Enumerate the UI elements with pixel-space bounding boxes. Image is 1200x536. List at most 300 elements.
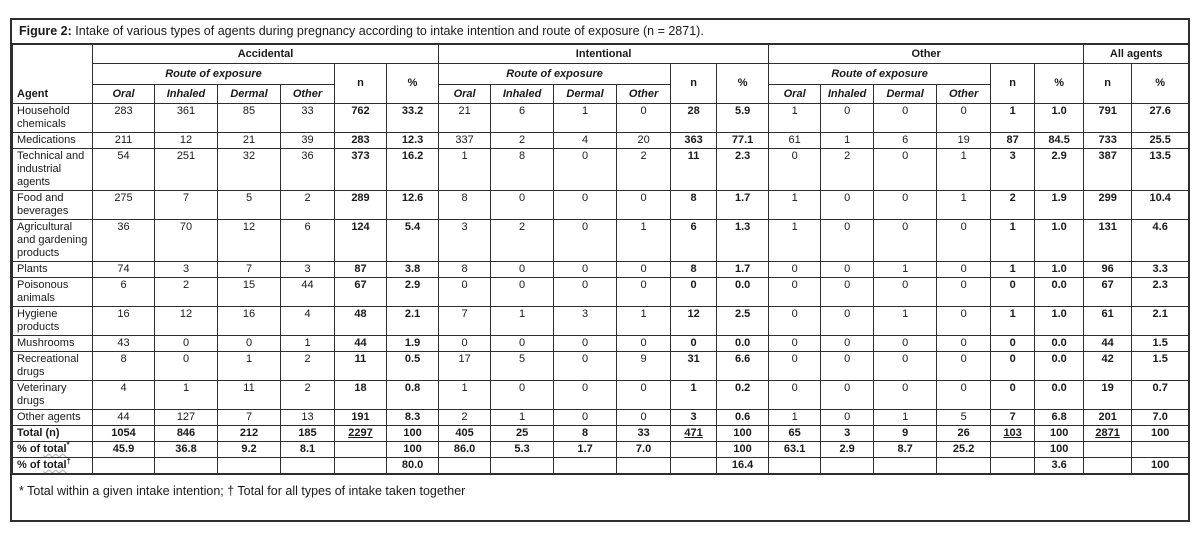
value-cell: 74 [93,262,155,278]
value-cell: 0 [769,381,821,410]
value-cell: 1 [937,149,991,191]
value-cell: 5 [937,410,991,426]
value-cell: 405 [439,426,491,442]
value-cell: 19 [1084,381,1132,410]
value-cell: 0 [491,336,554,352]
value-cell: 387 [1084,149,1132,191]
value-cell: 63.1 [769,442,821,458]
table-row [13,149,1189,191]
value-cell: 0.0 [717,336,769,352]
pct-header: % [1035,64,1084,104]
value-cell [991,442,1035,458]
figure-caption-text: Intake of various types of agents during pregnancy according to intake intention and route of exposure (n = 2871). [71,24,704,38]
value-cell: 100 [1132,458,1189,474]
value-cell: 2 [491,133,554,149]
value-cell: 0 [874,149,937,191]
table-row [13,191,1189,220]
value-cell: 1 [991,262,1035,278]
table-row [13,336,1189,352]
value-cell: 4 [281,307,335,336]
value-cell: 2.3 [1132,278,1189,307]
value-cell: 0 [874,191,937,220]
value-cell [155,458,218,474]
value-cell: 21 [218,133,281,149]
value-cell: 0.7 [1132,381,1189,410]
value-cell: 0 [554,336,617,352]
value-cell: 0 [491,381,554,410]
value-cell: 1 [617,307,671,336]
value-cell: 3 [155,262,218,278]
pct-header: % [717,64,769,104]
value-cell [218,458,281,474]
value-cell [93,458,155,474]
value-cell: 6 [874,133,937,149]
value-cell: 0.5 [387,352,439,381]
table-body [13,104,1189,474]
value-cell: 6.6 [717,352,769,381]
value-cell: 9.2 [218,442,281,458]
value-cell: 44 [281,278,335,307]
value-cell: 7 [218,262,281,278]
value-cell: 2 [491,220,554,262]
value-cell: 1.0 [1035,220,1084,262]
agent-label: Food and beverages [13,191,93,220]
value-cell [1084,458,1132,474]
value-cell: 0 [769,278,821,307]
value-cell: 77.1 [717,133,769,149]
value-cell: 17 [439,352,491,381]
value-cell: 1 [769,104,821,133]
value-cell: 1 [821,133,874,149]
value-cell: 0 [991,352,1035,381]
table-row [13,410,1189,426]
value-cell: 846 [155,426,218,442]
value-cell: 80.0 [387,458,439,474]
value-cell: 2.9 [1035,149,1084,191]
group-header-all-agents: All agents [1084,45,1189,64]
value-cell: 211 [93,133,155,149]
value-cell: 5.9 [717,104,769,133]
value-cell: 0 [821,307,874,336]
agent-label: Total (n) [13,426,93,442]
value-cell: 0.0 [1035,278,1084,307]
value-cell: 31 [671,352,717,381]
value-cell: 5 [491,352,554,381]
value-cell: 0 [491,262,554,278]
value-cell: 8.1 [281,442,335,458]
value-cell: 2.1 [387,307,439,336]
value-cell: 7.0 [617,442,671,458]
value-cell: 0 [991,381,1035,410]
value-cell: 103 [991,426,1035,442]
figure-caption-label: Figure 2: [19,24,72,38]
value-cell: 1 [491,307,554,336]
value-cell: 0.0 [717,278,769,307]
value-cell: 1.0 [1035,307,1084,336]
value-cell: 1.5 [1132,352,1189,381]
value-cell: 45.9 [93,442,155,458]
value-cell: 0 [554,149,617,191]
value-cell [1132,442,1189,458]
value-cell: 0 [769,336,821,352]
value-cell: 1 [155,381,218,410]
pct-header: % [1132,64,1189,104]
value-cell: 0 [821,191,874,220]
agent-label: Household chemicals [13,104,93,133]
value-cell: 289 [335,191,387,220]
route-col-other: Other [617,85,671,104]
value-cell: 0 [821,336,874,352]
value-cell: 0 [769,352,821,381]
value-cell: 84.5 [1035,133,1084,149]
value-cell: 1 [874,262,937,278]
value-cell: 1 [769,191,821,220]
value-cell: 25.2 [937,442,991,458]
group-header-intentional: Intentional [439,45,769,64]
value-cell: 3.3 [1132,262,1189,278]
value-cell: 5.4 [387,220,439,262]
value-cell: 2 [617,149,671,191]
value-cell: 361 [155,104,218,133]
n-header: n [335,64,387,104]
value-cell: 1.7 [717,191,769,220]
value-cell: 12 [155,307,218,336]
value-cell: 9 [617,352,671,381]
value-cell: 8 [93,352,155,381]
agent-label: Technical and industrial agents [13,149,93,191]
value-cell: 0 [821,278,874,307]
value-cell: 3 [671,410,717,426]
value-cell: 4 [554,133,617,149]
value-cell: 11 [335,352,387,381]
value-cell: 0 [218,336,281,352]
value-cell: 3 [991,149,1035,191]
value-cell [491,458,554,474]
value-cell: 0 [874,352,937,381]
value-cell: 9 [874,426,937,442]
value-cell: 10.4 [1132,191,1189,220]
value-cell: 2297 [335,426,387,442]
value-cell: 201 [1084,410,1132,426]
value-cell: 0 [937,352,991,381]
value-cell: 87 [991,133,1035,149]
figure-box [10,18,1190,522]
value-cell: 8 [439,191,491,220]
value-cell: 19 [937,133,991,149]
value-cell: 44 [93,410,155,426]
value-cell: 7 [155,191,218,220]
value-cell: 15 [218,278,281,307]
value-cell: 2 [821,149,874,191]
value-cell: 6.8 [1035,410,1084,426]
value-cell: 299 [1084,191,1132,220]
value-cell: 0 [874,278,937,307]
table-row [13,352,1189,381]
agent-label: Other agents [13,410,93,426]
value-cell: 2 [991,191,1035,220]
value-cell: 27.6 [1132,104,1189,133]
value-cell: 65 [769,426,821,442]
route-of-exposure-header: Route of exposure [93,64,335,85]
value-cell: 0 [874,336,937,352]
value-cell: 100 [387,426,439,442]
value-cell: 8.7 [874,442,937,458]
value-cell: 0 [991,336,1035,352]
n-header: n [671,64,717,104]
figure2-table [12,44,1189,474]
value-cell: 2 [439,410,491,426]
route-col-dermal: Dermal [554,85,617,104]
value-cell: 283 [93,104,155,133]
value-cell: 1 [874,307,937,336]
value-cell: 0 [821,104,874,133]
value-cell: 275 [93,191,155,220]
value-cell: 3 [439,220,491,262]
value-cell: 70 [155,220,218,262]
value-cell: 61 [769,133,821,149]
value-cell: 0 [554,352,617,381]
value-cell: 25 [491,426,554,442]
value-cell: 2.9 [821,442,874,458]
value-cell: 3 [281,262,335,278]
value-cell: 1 [439,381,491,410]
value-cell: 1 [991,307,1035,336]
summary-row [13,426,1189,442]
value-cell: 0 [821,262,874,278]
table-row [13,262,1189,278]
agent-label: Agricultural and gardening products [13,220,93,262]
value-cell: 3 [554,307,617,336]
value-cell: 337 [439,133,491,149]
table-row [13,220,1189,262]
value-cell: 33 [281,104,335,133]
value-cell: 0.8 [387,381,439,410]
route-col-inhaled: Inhaled [821,85,874,104]
n-header: n [1084,64,1132,104]
value-cell: 8 [554,426,617,442]
value-cell: 1 [218,352,281,381]
value-cell: 3.8 [387,262,439,278]
value-cell: 4 [93,381,155,410]
value-cell: 4.6 [1132,220,1189,262]
value-cell: 0 [821,352,874,381]
value-cell: 5 [218,191,281,220]
value-cell: 1.0 [1035,262,1084,278]
value-cell: 100 [387,442,439,458]
value-cell: 0 [671,278,717,307]
summary-row [13,442,1189,458]
value-cell [671,458,717,474]
route-col-inhaled: Inhaled [155,85,218,104]
value-cell [439,458,491,474]
value-cell: 762 [335,104,387,133]
group-header-other: Other [769,45,1084,64]
value-cell: 0 [991,278,1035,307]
value-cell: 0 [937,307,991,336]
value-cell: 0 [937,104,991,133]
value-cell: 44 [335,336,387,352]
value-cell: 0.0 [1035,336,1084,352]
value-cell [671,442,717,458]
value-cell: 7 [218,410,281,426]
value-cell: 6 [93,278,155,307]
value-cell: 1.7 [717,262,769,278]
value-cell: 1.5 [1132,336,1189,352]
value-cell: 0 [937,336,991,352]
value-cell: 363 [671,133,717,149]
value-cell: 36 [93,220,155,262]
value-cell: 33.2 [387,104,439,133]
value-cell: 733 [1084,133,1132,149]
value-cell: 283 [335,133,387,149]
value-cell: 12 [671,307,717,336]
route-col-inhaled: Inhaled [491,85,554,104]
value-cell: 5.3 [491,442,554,458]
value-cell: 12 [218,220,281,262]
value-cell: 21 [439,104,491,133]
header-row-groups [13,45,1189,64]
value-cell: 16.2 [387,149,439,191]
column-header-agent: Agent [13,45,93,104]
value-cell: 0 [874,220,937,262]
value-cell: 20 [617,133,671,149]
value-cell: 87 [335,262,387,278]
value-cell: 2.5 [717,307,769,336]
value-cell [991,458,1035,474]
value-cell: 0 [617,410,671,426]
value-cell: 3 [821,426,874,442]
value-cell: 16.4 [717,458,769,474]
n-header: n [991,64,1035,104]
value-cell: 0 [937,262,991,278]
value-cell: 28 [671,104,717,133]
value-cell: 86.0 [439,442,491,458]
value-cell: 1 [769,220,821,262]
value-cell: 85 [218,104,281,133]
route-col-oral: Oral [439,85,491,104]
agent-label: Mushrooms [13,336,93,352]
table-row [13,104,1189,133]
value-cell: 1 [617,220,671,262]
value-cell: 0 [769,262,821,278]
value-cell: 2 [281,191,335,220]
value-cell: 12.6 [387,191,439,220]
value-cell: 2.9 [387,278,439,307]
value-cell: 54 [93,149,155,191]
value-cell: 1054 [93,426,155,442]
value-cell [874,458,937,474]
value-cell: 0 [874,381,937,410]
value-cell: 39 [281,133,335,149]
value-cell: 6 [281,220,335,262]
value-cell: 8 [671,262,717,278]
value-cell: 0.0 [1035,381,1084,410]
agent-label: Recreational drugs [13,352,93,381]
value-cell: 96 [1084,262,1132,278]
table-row [13,381,1189,410]
value-cell: 1.9 [1035,191,1084,220]
value-cell [1084,442,1132,458]
route-col-other: Other [937,85,991,104]
value-cell: 32 [218,149,281,191]
value-cell: 373 [335,149,387,191]
route-of-exposure-header: Route of exposure [769,64,991,85]
value-cell: 0 [439,336,491,352]
value-cell: 0 [554,220,617,262]
value-cell: 100 [1132,426,1189,442]
value-cell: 16 [218,307,281,336]
group-header-accidental: Accidental [93,45,439,64]
value-cell [937,458,991,474]
value-cell: 0 [617,381,671,410]
value-cell: 8 [439,262,491,278]
value-cell: 0 [769,307,821,336]
value-cell: 0 [155,336,218,352]
value-cell: 25.5 [1132,133,1189,149]
value-cell: 13.5 [1132,149,1189,191]
value-cell: 0 [937,220,991,262]
header-row-route [13,64,1189,85]
value-cell: 0 [671,336,717,352]
value-cell: 1 [491,410,554,426]
value-cell: 36.8 [155,442,218,458]
value-cell: 1 [874,410,937,426]
value-cell: 44 [1084,336,1132,352]
value-cell: 1 [991,220,1035,262]
value-cell: 0 [874,104,937,133]
value-cell: 7 [991,410,1035,426]
value-cell: 61 [1084,307,1132,336]
route-col-dermal: Dermal [874,85,937,104]
agent-label: Hygiene products [13,307,93,336]
value-cell [769,458,821,474]
value-cell: 6 [671,220,717,262]
pct-header: % [387,64,439,104]
value-cell: 791 [1084,104,1132,133]
figure-caption [12,20,1188,44]
value-cell: 0 [491,191,554,220]
value-cell: 100 [717,426,769,442]
value-cell: 1.9 [387,336,439,352]
value-cell: 0 [554,262,617,278]
value-cell: 471 [671,426,717,442]
value-cell: 100 [1035,426,1084,442]
value-cell: 2871 [1084,426,1132,442]
value-cell: 1 [991,104,1035,133]
value-cell: 185 [281,426,335,442]
value-cell: 18 [335,381,387,410]
value-cell [281,458,335,474]
value-cell [554,458,617,474]
value-cell: 0.2 [717,381,769,410]
value-cell: 0 [491,278,554,307]
value-cell: 0 [821,381,874,410]
table-footnote: * Total within a given intake intention; † Total for all types of intake taken together [12,474,1188,520]
value-cell: 100 [1035,442,1084,458]
value-cell: 0 [821,220,874,262]
value-cell: 36 [281,149,335,191]
value-cell: 0.0 [1035,352,1084,381]
value-cell: 0 [937,381,991,410]
route-col-oral: Oral [769,85,821,104]
value-cell: 0.6 [717,410,769,426]
value-cell: 11 [671,149,717,191]
agent-label: % of total* [13,442,93,458]
value-cell: 0 [617,191,671,220]
value-cell: 67 [335,278,387,307]
value-cell: 2 [155,278,218,307]
value-cell: 0 [937,278,991,307]
